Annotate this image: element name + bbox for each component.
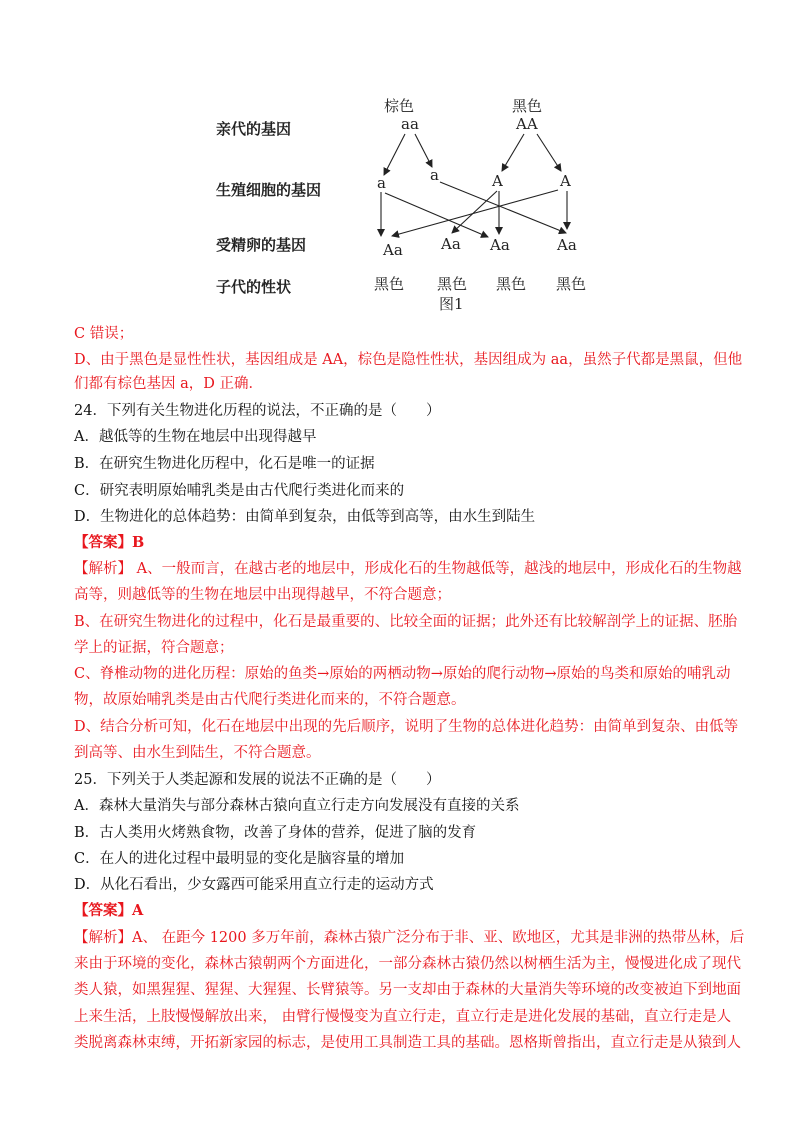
parent-right-color: 黑色 [512,97,543,115]
text-line: C．研究表明原始哺乳类是由古代爬行类进化而来的 [74,483,405,499]
gamete-A-1: A [492,172,503,190]
offspring-trait-1: 黑色 [374,275,405,293]
text-line: C 错误； [74,326,134,342]
text-line: 来由于环境的变化，森林古猿朝两个方面进化，一部分森林古猿仍然以树栖生活为主，慢慢进化成了现代 [74,956,741,972]
row-label-zygote-gene: 受精卵的基因 [216,236,307,254]
zygote-1: Aa [383,241,403,259]
text-line: B．在研究生物进化历程中，化石是唯一的证据 [74,456,375,472]
text-line: D．生物进化的总体趋势：由简单到复杂，由低等到高等，由水生到陆生 [74,509,536,525]
zygote-4: Aa [557,236,577,254]
text-line: 【答案】B [74,534,145,551]
offspring-trait-4: 黑色 [556,275,587,293]
cross-arrows [381,134,567,237]
text-line: 类人猿，如黑猩猩、猩猩、大猩猩、长臂猿等。另一支却由于森林的大量消失等环境的改变被迫下到地面 [74,982,741,998]
text-line: B、在研究生物进化的过程中，化石是最重要的、比较全面的证据；此外还有比较解剖学上的证据、胚胎 [74,614,738,630]
arrow-a1-cross [385,193,488,237]
text-line: 【解析】 A、一般而言，在越古老的地层中，形成化石的生物越低等，越浅的地层中，形成化石的生物越 [74,561,742,577]
arrow-AA-to-A2 [537,134,561,171]
zygote-2: Aa [441,235,461,253]
text-line: B．古人类用火烤熟食物，改善了身体的营养，促进了脑的发育 [74,825,477,841]
text-line: 【答案】A [74,902,144,919]
parent-left-gene: aa [401,115,419,133]
zygote-3: Aa [490,236,510,254]
text-line: 物，故原始哺乳类是由古代爬行类进化而来的，不符合题意。 [74,692,466,708]
row-label-parent-gene: 亲代的基因 [216,120,292,138]
text-line: 学上的证据，符合题意； [74,640,234,656]
text-line: 到高等、由水生到陆生，不符合题意。 [74,745,321,761]
arrow-aa-to-a2 [415,134,432,167]
text-line: C、脊椎动物的进化历程：原始的鱼类→原始的两栖动物→原始的爬行动物→原始的鸟类和原始的哺乳动 [74,666,731,682]
arrow-a2-cross [440,182,566,233]
text-line: 24．下列有关生物进化历程的说法，不正确的是（ ） [74,403,441,419]
arrow-A2-cross [392,190,558,236]
row-label-gamete-gene: 生殖细胞的基因 [216,181,322,199]
arrow-A1-to-zygote2 [452,191,497,233]
text-line: 25．下列关于人类起源和发展的说法不正确的是（ ） [74,772,441,788]
gamete-a-2: a [430,166,439,184]
text-line: 上来生活，上肢慢慢解放出来， 由臂行慢慢变为直立行走，直立行走是进化发展的基础，直立行走是人 [74,1009,732,1025]
arrow-AA-to-A1 [502,134,524,171]
arrow-aa-to-a1 [384,134,405,175]
gamete-a-1: a [377,174,386,192]
genetics-figure [0,0,800,320]
text-line: C．在人的进化过程中最明显的变化是脑容量的增加 [74,851,405,867]
row-label-offspring-trait: 子代的性状 [216,278,292,296]
text-line: A．越低等的生物在地层中出现得越早 [74,429,317,445]
parent-right-gene: AA [516,115,538,133]
text-line: 高等，则越低等的生物在地层中出现得越早，不符合题意； [74,587,451,603]
offspring-trait-2: 黑色 [437,275,468,293]
text-line: A．森林大量消失与部分森林古猿向直立行走方向发展没有直接的关系 [74,798,520,814]
parent-left-color: 棕色 [384,97,415,115]
gamete-A-2: A [560,172,571,190]
text-line: 类脱离森林束缚，开拓新家园的标志，是使用工具制造工具的基础。恩格斯曾指出，直立行走是从猿到人 [74,1035,741,1051]
text-line: D．从化石看出，少女露西可能采用直立行走的运动方式 [74,877,434,893]
offspring-trait-3: 黑色 [496,275,527,293]
text-line: D、结合分析可知，化石在地层中出现的先后顺序，说明了生物的总体进化趋势：由简单到复杂、由低等 [74,719,739,735]
text-line: 【解析】A、 在距今 1200 多万年前，森林古猿广泛分布于非、亚、欧地区，尤其是非洲的热带丛林，后 [74,930,745,946]
text-line: 们都有棕色基因 a，D 正确． [74,376,263,392]
figure-caption: 图1 [439,295,464,313]
text-line: D、由于黑色是显性性状，基因组成是 AA，棕色是隐性性状，基因组成为 aa，虽然子代都是黑鼠，但他 [74,352,743,368]
